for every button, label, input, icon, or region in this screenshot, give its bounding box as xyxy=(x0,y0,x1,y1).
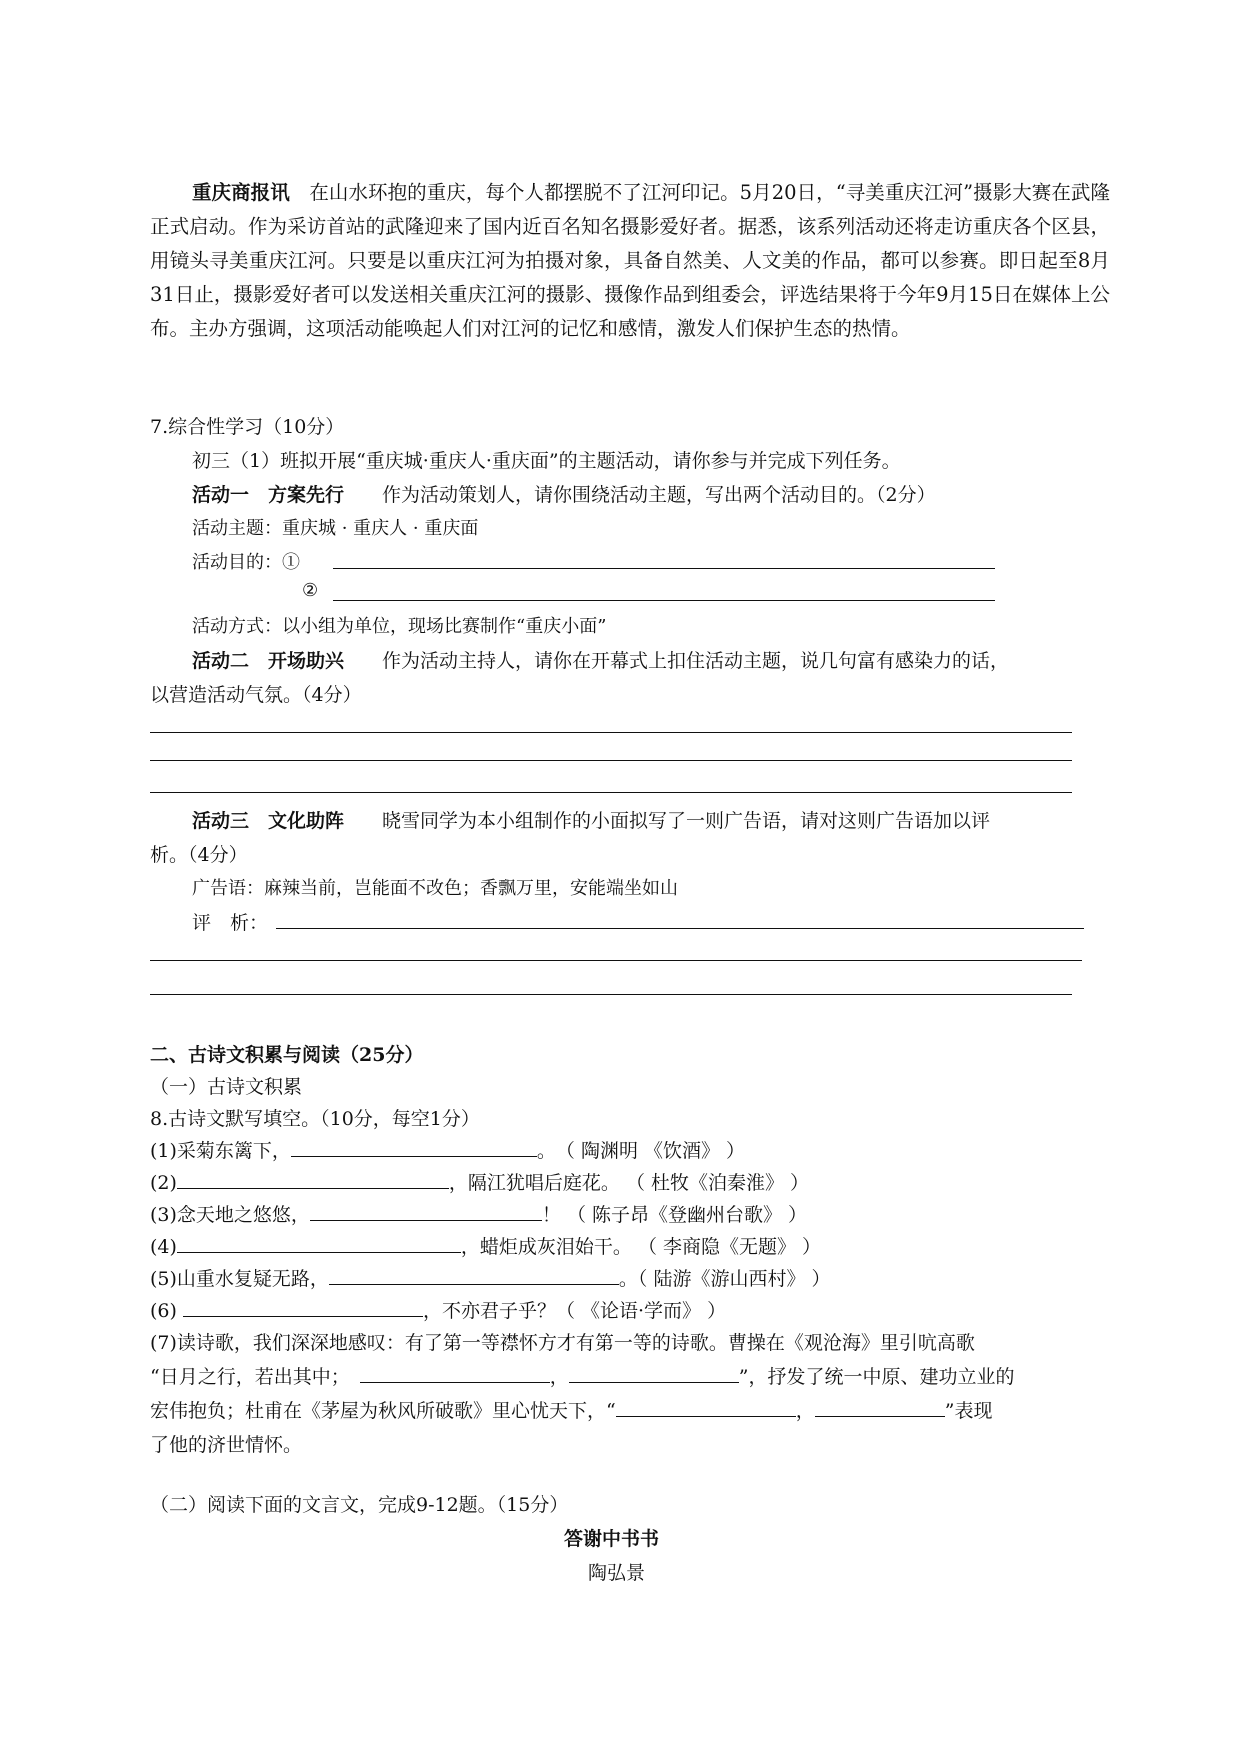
q8-item-2: (2) ，隔江犹唱后庭花。 （ 杜牧《泊秦淮》 ） xyxy=(150,1172,810,1194)
analysis-blank-1[interactable] xyxy=(276,928,1084,929)
q8-blank-7a[interactable] xyxy=(360,1364,550,1383)
q7-title: 7.综合性学习（10分） xyxy=(150,416,345,438)
q8-item-7-line-a: (7)读诗歌，我们深深地感叹：有了第一等襟怀方才有第一等的诗歌。曹操在《观沧海》里引吭高歌 xyxy=(150,1332,975,1354)
q8-title: 8.古诗文默写填空。（10分，每空1分） xyxy=(150,1108,480,1130)
section2-title: 二、古诗文积累与阅读（25分） xyxy=(150,1044,424,1066)
activity-method: 活动方式：以小组为单位，现场比赛制作“重庆小面” xyxy=(192,616,607,637)
purpose-1-blank[interactable] xyxy=(333,568,995,569)
activity3-label: 活动三 文化助阵 xyxy=(192,810,345,832)
q8-blank-5[interactable] xyxy=(329,1266,619,1285)
q8-blank-2[interactable] xyxy=(177,1170,449,1189)
activity2-row xyxy=(192,646,1009,673)
q8-item-1: (1)采菊东篱下， 。 （ 陶渊明 《饮酒》 ） xyxy=(150,1140,746,1162)
activity2-blank-2[interactable] xyxy=(150,760,1072,761)
q8-item-7-line-d: 了他的济世情怀。 xyxy=(150,1434,303,1456)
activity1-label: 活动一 方案先行 xyxy=(192,484,345,506)
activity3-text: 晓雪同学为本小组制作的小面拟写了一则广告语，请对这则广告语加以评 xyxy=(382,810,991,832)
activity2-label: 活动二 开场助兴 xyxy=(192,650,345,672)
activity1-text: 作为活动策划人，请你围绕活动主题，写出两个活动目的。（2分） xyxy=(382,484,936,506)
slogan: 广告语：麻辣当前，岂能面不改色；香飘万里，安能端坐如山 xyxy=(192,878,678,899)
analysis-blank-3[interactable] xyxy=(150,994,1072,995)
activity3-row xyxy=(192,806,990,833)
activity-purpose-label: 活动目的：① xyxy=(192,552,300,573)
activity2-blank-3[interactable] xyxy=(150,792,1072,793)
q8-blank-3[interactable] xyxy=(310,1202,542,1221)
q8-blank-7c[interactable] xyxy=(616,1398,796,1417)
purpose-2-blank[interactable] xyxy=(333,600,995,601)
activity2-text: 作为活动主持人，请你在开幕式上扣住活动主题，说几句富有感染力的话， xyxy=(382,650,1010,672)
q8-item-5: (5)山重水复疑无路， 。（ 陆游《游山西村》 ） xyxy=(150,1268,831,1290)
news-body: 在山水环抱的重庆，每个人都摆脱不了江河印记。5月20日，“寻美重庆江河”摄影大赛在武隆正式启动。作为采访首站的武隆迎来了国内近百名知名摄影爱好者。据悉，该系列活动还将走访重庆各个区县，用镜头寻美重庆江河。只要是以重庆江河为拍摄对象，具备自然美、人文美的作品，都可以参赛。即日起至8月31日止，摄影爱好者可以发送相关重庆江河的摄影、摄像作品到组委会，评选结果将于今年9月15日在媒体上公布。主办方强调，这项活动能唤起人们对江河的记忆和感情，激发人们保护生态的热情。 xyxy=(150,181,1110,340)
analysis-blank-2[interactable] xyxy=(150,960,1082,961)
q8-item-6: (6) ，不亦君子乎？（ 《论语·学而》 ） xyxy=(150,1300,727,1322)
news-source: 重庆商报讯 xyxy=(192,181,290,204)
activity3-text-cont: 析。（4分） xyxy=(150,844,248,866)
reading-title: 答谢中书书 xyxy=(564,1528,660,1550)
q8-item-3: (3)念天地之悠悠， ！ （ 陈子昂《登幽州台歌》 ） xyxy=(150,1204,808,1226)
q8-item-7-line-c: 宏伟抱负；杜甫在《茅屋为秋风所破歌》里心忧天下，“ ， ”表现 xyxy=(150,1400,993,1422)
activity-purpose-2: ② xyxy=(302,580,319,601)
activity1-row xyxy=(192,480,936,507)
reading-author: 陶弘景 xyxy=(588,1562,646,1584)
news-paragraph xyxy=(150,176,1110,346)
section2-sub1: （一）古诗文积累 xyxy=(150,1076,303,1098)
q7-intro: 初三（1）班拟开展“重庆城·重庆人·重庆面”的主题活动，请你参与并完成下列任务。 xyxy=(192,450,901,472)
section2-sub2: （二）阅读下面的文言文，完成9-12题。（15分） xyxy=(150,1494,569,1516)
q8-blank-4[interactable] xyxy=(177,1234,461,1253)
analysis-label: 评 析： xyxy=(192,912,269,934)
activity2-text-cont: 以营造活动气氛。（4分） xyxy=(150,684,362,706)
q8-blank-7b[interactable] xyxy=(569,1364,739,1383)
q8-blank-6[interactable] xyxy=(183,1298,423,1317)
q8-item-4: (4) ，蜡炬成灰泪始干。 （ 李商隐《无题》 ） xyxy=(150,1236,822,1258)
activity2-blank-1[interactable] xyxy=(150,732,1072,733)
q8-blank-7d[interactable] xyxy=(815,1398,945,1417)
q8-blank-1[interactable] xyxy=(291,1138,537,1157)
activity-theme: 活动主题：重庆城 · 重庆人 · 重庆面 xyxy=(192,518,479,539)
q8-item-7-line-b: “日月之行，若出其中； ， ”，抒发了统一中原、建功立业的 xyxy=(150,1366,1015,1388)
